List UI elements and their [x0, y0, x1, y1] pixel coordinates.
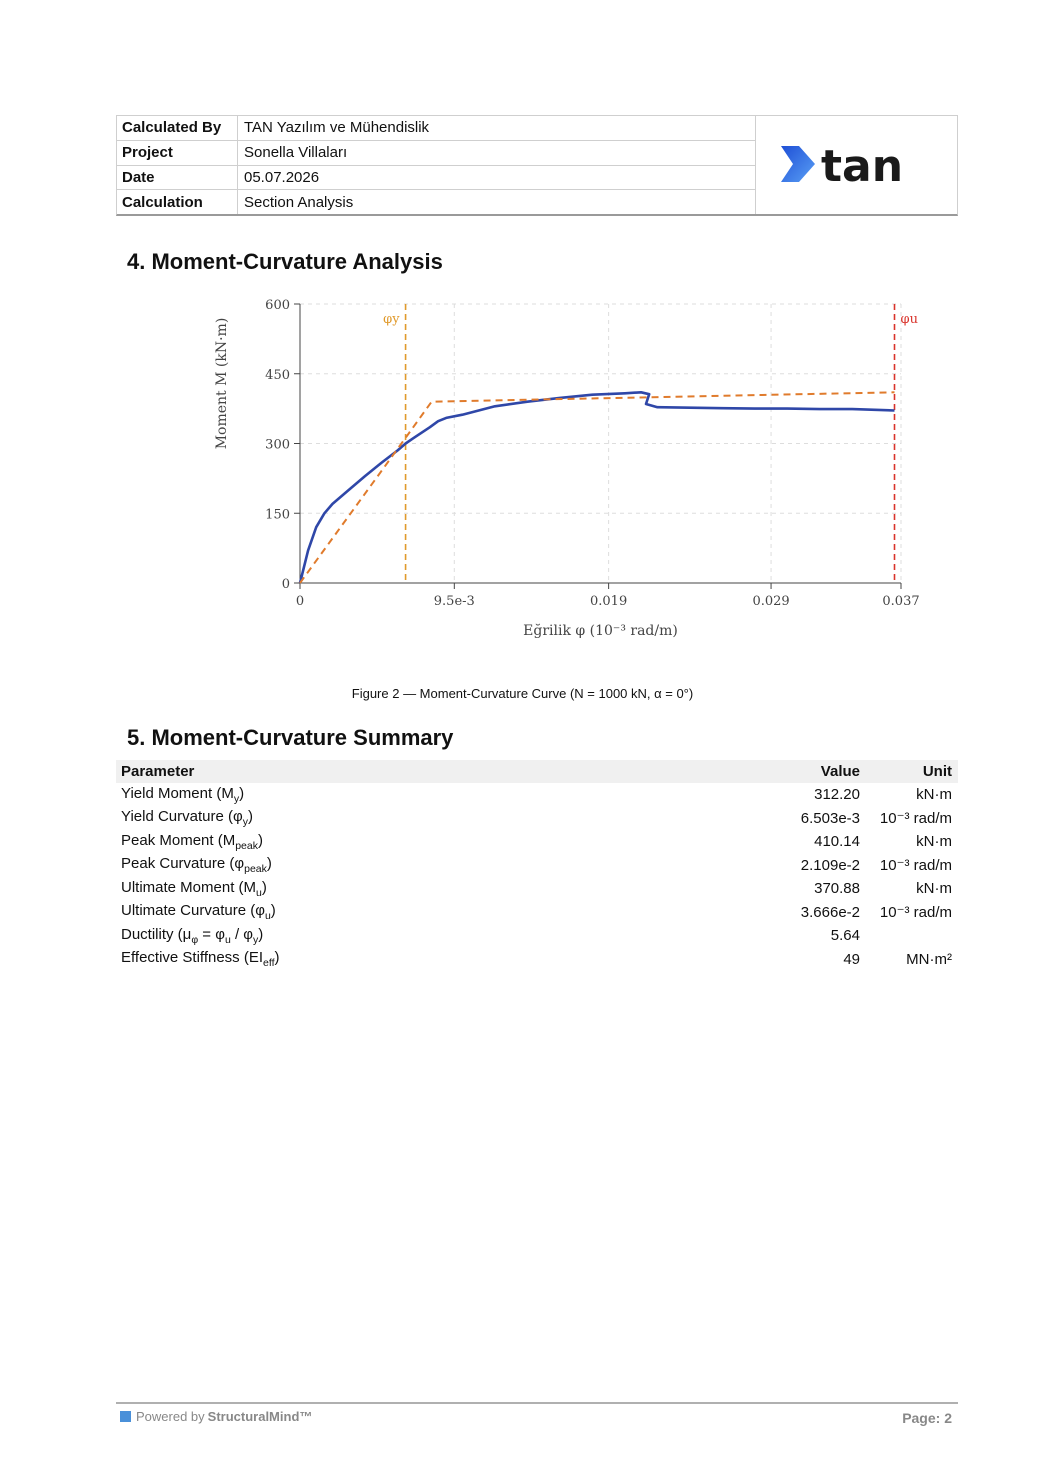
y-tick-label: 0 — [281, 577, 290, 592]
header-key: Date — [117, 166, 238, 190]
param-text: Ductility (μ — [121, 925, 192, 943]
row-parameter — [116, 926, 740, 946]
header-parameter: Parameter — [121, 763, 195, 780]
param-subscript: y — [253, 933, 259, 946]
tan-logo — [777, 140, 937, 190]
row-unit: 10⁻³ rad/m — [879, 904, 952, 922]
x-tick-label: 0.019 — [590, 594, 628, 609]
summary-row — [116, 807, 958, 831]
param-subscript: y — [233, 792, 240, 805]
row-parameter — [116, 785, 740, 805]
x-tick-label: 0.037 — [882, 594, 920, 609]
logo-cell — [756, 116, 957, 214]
figure-caption: Figure 2 — Moment-Curvature Curve (N = 1000 kN, α = 0°) — [351, 686, 694, 701]
header-value: Value — [820, 763, 860, 780]
y-tick-label: 300 — [265, 437, 290, 453]
row-value: 49 — [843, 950, 860, 968]
param-text: ) — [270, 902, 276, 920]
page-number: Page: 2 — [902, 1410, 952, 1426]
x-axis-label: Eğrilik φ (10⁻³ rad/m) — [523, 623, 678, 639]
moment-curvature-chart — [200, 290, 940, 650]
row-parameter — [116, 832, 740, 852]
summary-row — [116, 948, 958, 972]
param-text: Peak Moment (M — [121, 831, 236, 849]
row-value: 370.88 — [814, 880, 860, 898]
header-value: 05.07.2026 — [244, 168, 320, 186]
header-value: Section Analysis — [244, 193, 354, 211]
param-subscript: φ — [191, 933, 199, 946]
chart-svg — [200, 290, 940, 650]
header-unit: Unit — [922, 763, 952, 780]
header-key: Project — [117, 141, 238, 165]
summary-row — [116, 924, 958, 948]
y-tick-label: 150 — [265, 507, 290, 523]
summary-row — [116, 783, 958, 807]
vline-label: φu — [900, 312, 918, 327]
y-tick-label: 600 — [265, 298, 290, 313]
param-text: ) — [239, 784, 245, 802]
row-value: 6.503e-3 — [800, 809, 860, 827]
row-unit: kN·m — [916, 786, 952, 804]
param-subscript: eff — [263, 957, 275, 970]
param-text: / φ — [230, 925, 254, 943]
param-text: Peak Curvature (φ — [121, 855, 245, 873]
param-subscript: u — [256, 886, 262, 899]
param-text: ) — [261, 878, 267, 896]
param-text: = φ — [198, 925, 225, 943]
header-value: Sonella Villaları — [244, 144, 348, 162]
param-text: Yield Curvature (φ — [121, 808, 243, 826]
header-key: Calculated By — [117, 116, 238, 140]
param-text: ) — [258, 925, 264, 943]
x-tick-label: 9.5e-3 — [433, 594, 475, 609]
param-subscript: u — [264, 910, 271, 923]
powered-text: Powered by — [136, 1409, 205, 1424]
row-value: 2.109e-2 — [800, 856, 860, 874]
summary-header — [116, 760, 958, 783]
series-line-1 — [300, 392, 895, 583]
summary-row — [116, 830, 958, 854]
y-axis-label: Moment M (kN·m) — [214, 317, 230, 450]
row-value: 410.14 — [814, 833, 860, 851]
section-4-title: 4. Moment-Curvature Analysis — [127, 249, 443, 274]
param-text: ) — [266, 855, 272, 873]
row-parameter — [116, 879, 740, 899]
row-unit: 10⁻³ rad/m — [879, 857, 952, 875]
header-row-calculated-by — [117, 116, 755, 141]
row-unit: kN·m — [916, 833, 952, 851]
row-unit: kN·m — [916, 880, 952, 898]
y-tick-label: 450 — [265, 367, 290, 383]
summary-row — [116, 901, 958, 925]
row-parameter — [116, 808, 740, 828]
param-subscript: u — [224, 933, 231, 946]
param-text: ) — [247, 808, 253, 826]
param-subscript: y — [242, 816, 248, 829]
param-subscript: peak — [235, 839, 258, 852]
param-text: Ultimate Curvature (φ — [121, 902, 265, 920]
summary-body — [116, 783, 958, 971]
vline-label: φy — [383, 312, 400, 327]
param-text: Yield Moment (M — [121, 784, 234, 802]
summary-table — [116, 760, 958, 971]
row-parameter — [116, 949, 740, 969]
row-value: 5.64 — [830, 927, 860, 945]
logo-arrow-icon — [781, 146, 815, 182]
row-unit: MN·m² — [906, 950, 952, 968]
row-value: 312.20 — [814, 786, 860, 804]
logo-text: tan — [820, 141, 903, 190]
row-parameter — [116, 902, 740, 922]
row-parameter — [116, 855, 740, 875]
series-line-0 — [300, 392, 895, 583]
x-tick-label: 0.029 — [752, 594, 790, 609]
header-key: Calculation — [117, 190, 238, 214]
row-unit: 10⁻³ rad/m — [879, 810, 952, 828]
param-text: ) — [274, 949, 280, 967]
brand-name: StructuralMind™ — [207, 1409, 313, 1424]
param-text: Effective Stiffness (EI — [121, 949, 264, 967]
header-rows — [117, 116, 756, 214]
section-5-title: 5. Moment-Curvature Summary — [127, 725, 454, 750]
header-value: TAN Yazılım ve Mühendislik — [244, 119, 430, 137]
header-table — [116, 115, 958, 216]
summary-row — [116, 854, 958, 878]
param-subscript: peak — [244, 863, 267, 876]
x-tick-label: 0 — [295, 594, 305, 609]
footer — [116, 1402, 958, 1426]
row-value: 3.666e-2 — [800, 903, 860, 921]
footer-powered — [120, 1409, 312, 1424]
header-row-calculation — [117, 190, 755, 214]
param-text: Ultimate Moment (M — [121, 878, 257, 896]
param-text: ) — [257, 831, 263, 849]
header-row-date — [117, 166, 755, 191]
summary-row — [116, 877, 958, 901]
brand-square-icon — [120, 1411, 131, 1422]
header-row-project — [117, 141, 755, 166]
